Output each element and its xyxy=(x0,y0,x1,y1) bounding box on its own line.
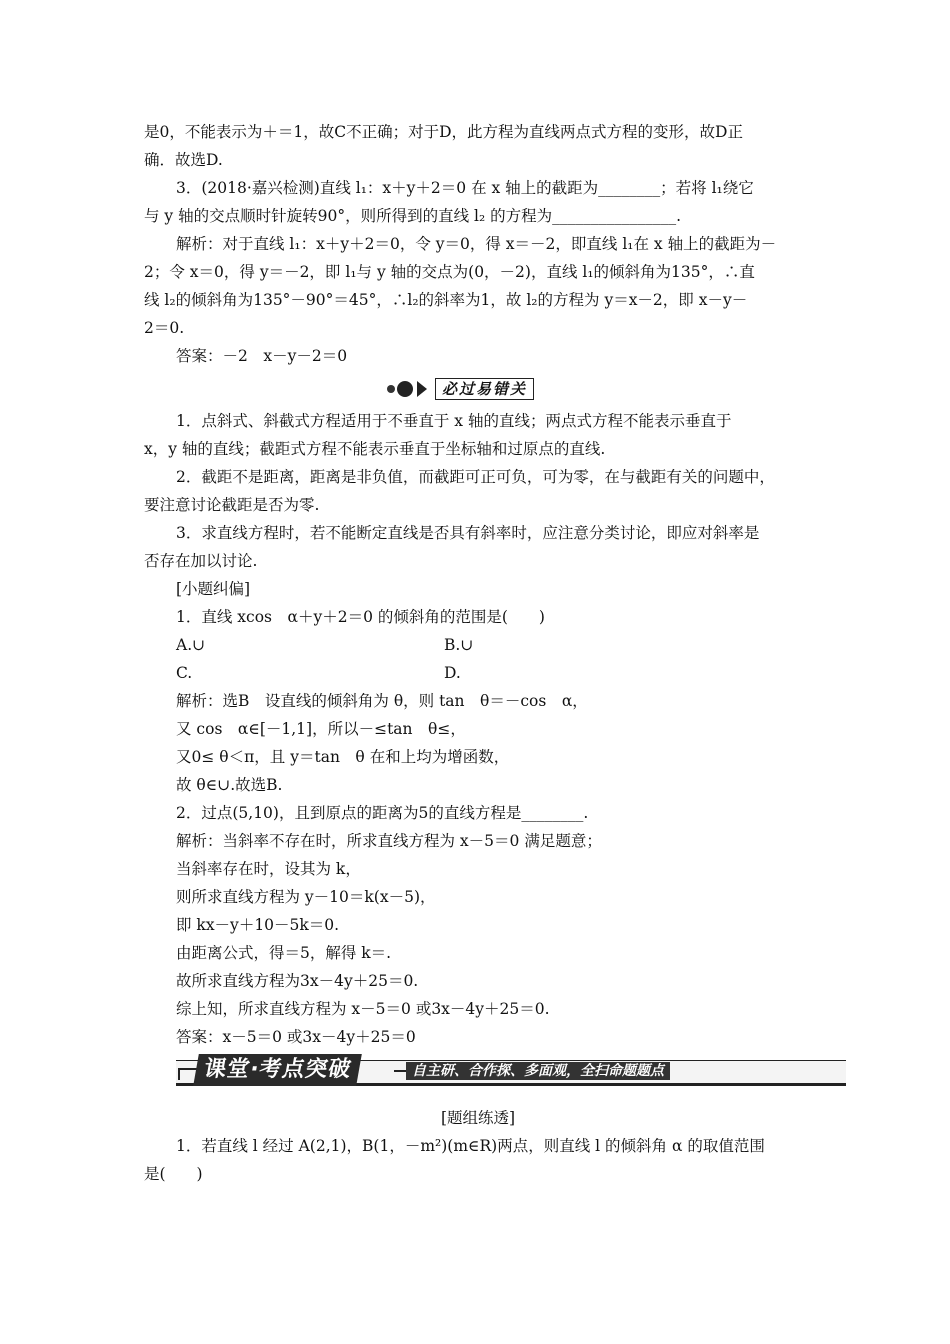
analysis-line: 当斜率存在时，设其为 k， xyxy=(176,860,361,878)
option-a: A.∪ xyxy=(176,636,206,654)
analysis-line: 解析：选B 设直线的倾斜角为 θ，则 tan θ＝－cos α， xyxy=(176,692,588,710)
banner-title: 必过易错关 xyxy=(435,378,534,400)
text-line: 确．故选D. xyxy=(144,151,223,169)
problem-2-question: 2．过点(5,10)，且到原点的距离为5的直线方程是________. xyxy=(176,804,589,822)
options-row xyxy=(144,659,812,687)
banner-subtitle: 自主研、合作探、多面观，全扫命题题点 xyxy=(406,1062,670,1080)
pitfall-line: 2．截距不是距离，距离是非负值，而截距可正可负，可为零，在与截距有关的问题中， xyxy=(176,468,775,486)
pitfall-line: 3．求直线方程时，若不能断定直线是否具有斜率时，应注意分类讨论，即应对斜率是 xyxy=(176,524,760,542)
banner-connector xyxy=(394,1070,406,1072)
analysis-line: 2＝0. xyxy=(144,319,185,337)
option-c: C. xyxy=(176,664,193,682)
pitfall-line: 1．点斜式、斜截式方程适用于不垂直于 x 轴的直线；两点式方程不能表示垂直于 xyxy=(176,412,732,430)
question-3-line: 3．(2018·嘉兴检测)直线 l₁：x＋y＋2＝0 在 x 轴上的截距为________；若将 l₁绕它 xyxy=(176,179,754,197)
dots-arrow-icon xyxy=(387,381,427,397)
option-d: D. xyxy=(444,664,461,682)
group-question-line: 1．若直线 l 经过 A(2,1)，B(1，－m²)(m∈R)两点，则直线 l 的倾斜角 α 的取值范围 xyxy=(176,1137,765,1155)
pitfall-line: 否存在加以讨论. xyxy=(144,552,258,570)
pitfall-line: x，y 轴的直线；截距式方程不能表示垂直于坐标轴和过原点的直线. xyxy=(144,440,606,458)
analysis-line: 解析：对于直线 l₁：x＋y＋2＝0，令 y＝0，得 x＝－2，即直线 l₁在 x 轴上的截距为－ xyxy=(176,235,777,253)
analysis-line: 故 θ∈∪.故选B. xyxy=(176,776,283,794)
answer-line: 答案：－2 x－y－2＝0 xyxy=(176,347,348,365)
subsection-title: [小题纠偏] xyxy=(176,580,251,598)
analysis-line: 2；令 x＝0，得 y＝－2，即 l₁与 y 轴的交点为(0，－2)，直线 l₁的倾斜角为135°，∴直 xyxy=(144,263,755,281)
analysis-line: 线 l₂的倾斜角为135°－90°＝45°，∴l₂的斜率为1，故 l₂的方程为 y＝x－2，即 x－y－ xyxy=(144,291,748,309)
pitfall-line: 要注意讨论截距是否为零. xyxy=(144,496,320,514)
problem-1-question: 1．直线 xcos α＋y＋2＝0 的倾斜角的范围是( ) xyxy=(176,608,545,626)
analysis-line: 又0≤ θ＜π，且 y＝tan θ 在和上均为增函数， xyxy=(176,748,510,766)
banner-main-title: 课堂·考点突破 xyxy=(193,1054,362,1086)
analysis-line: 又 cos α∈[－1,1]，所以－≤tan θ≤， xyxy=(176,720,466,738)
question-3-line: 与 y 轴的交点顺时针旋转90°，则所得到的直线 l₂ 的方程为________________. xyxy=(144,207,682,225)
options-row xyxy=(144,631,812,659)
analysis-line: 由距离公式，得＝5，解得 k＝. xyxy=(176,944,392,962)
text-line: 是0，不能表示为＋＝1，故C不正确；对于D，此方程为直线两点式方程的变形，故D正 xyxy=(144,123,743,141)
section-banner-classroom xyxy=(144,1054,812,1086)
section-banner-pitfalls xyxy=(144,372,812,406)
analysis-line: 则所求直线方程为 y－10＝k(x－5)， xyxy=(176,888,436,906)
analysis-line: 故所求直线方程为3x－4y＋25＝0. xyxy=(176,972,419,990)
analysis-line: 解析：当斜率不存在时，所求直线方程为 x－5＝0 满足题意； xyxy=(176,832,602,850)
document-page xyxy=(144,118,812,1188)
option-b: B.∪ xyxy=(444,636,474,654)
analysis-line: 即 kx－y＋10－5k＝0. xyxy=(176,916,340,934)
group-title: [题组练透] xyxy=(440,1109,516,1127)
group-question-line: 是( ) xyxy=(144,1165,203,1183)
analysis-line: 综上知，所求直线方程为 x－5＝0 或3x－4y＋25＝0. xyxy=(176,1000,550,1018)
answer-line: 答案：x－5＝0 或3x－4y＋25＝0 xyxy=(176,1028,416,1046)
